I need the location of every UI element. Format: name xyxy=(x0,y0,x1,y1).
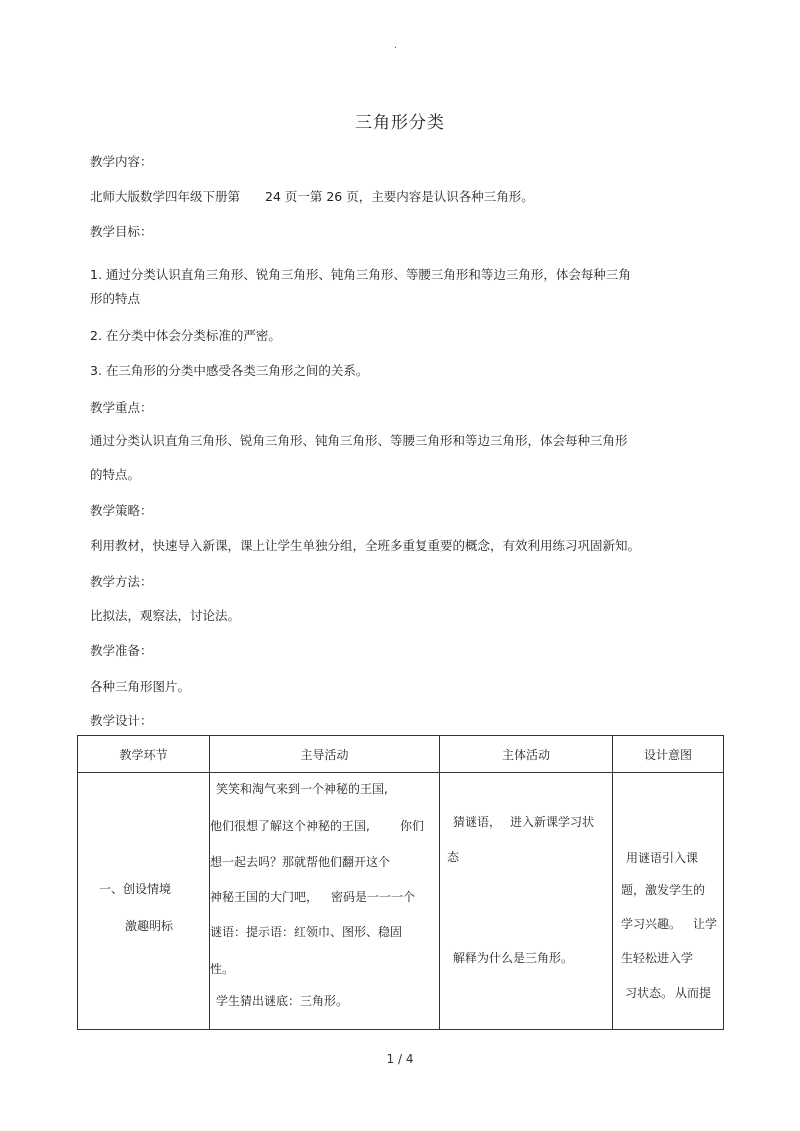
intent-line-2: 题，激发学生的 xyxy=(621,883,706,897)
key-label: 教学重点： xyxy=(90,400,153,415)
header-design-intent: 设计意图 xyxy=(613,736,724,773)
method-label: 教学方法： xyxy=(90,574,153,589)
strategy-text: 利用教材，快速导入新课，课上让学生单独分组，全班多重复重要的概念，有效利用练习巩固新知。 xyxy=(90,538,641,553)
header-student-activity: 主体活动 xyxy=(440,736,613,773)
lead-line-2a: 他们很想了解这个神秘的王国, xyxy=(210,819,370,833)
header-lead-activity: 主导活动 xyxy=(210,736,440,773)
page-number: 1 / 4 xyxy=(386,1052,414,1066)
lead-line-1: 笑笑和淘气来到一个神秘的王国, xyxy=(216,782,388,796)
intent-line-3a: 学习兴趣。 xyxy=(621,917,682,931)
student-line-1b: 进入新课学习状 xyxy=(510,815,595,829)
header-stage: 教学环节 xyxy=(78,736,210,773)
content-text-a: 北师大版数学四年级下册第 xyxy=(90,189,241,204)
intent-line-5a: 习状态。 xyxy=(625,986,674,1000)
goal-3: 3. 在三角形的分类中感受各类三角形之间的关系。 xyxy=(90,363,369,378)
cell-student-activity xyxy=(440,773,613,1030)
content-label: 教学内容： xyxy=(90,154,153,169)
prep-label: 教学准备： xyxy=(90,643,153,658)
page-title: 三角形分类 xyxy=(355,113,445,133)
header-mark: . xyxy=(394,40,398,51)
student-line-3: 解释为什么是三角形。 xyxy=(453,951,574,965)
intent-line-4: 生轻松进入学 xyxy=(621,951,694,965)
lead-line-4b: 密码是一一一个 xyxy=(331,890,416,904)
lead-line-2b: 你们 xyxy=(400,819,425,833)
cell-design-intent xyxy=(613,773,724,1030)
cell-stage xyxy=(78,773,210,1030)
intent-line-1: 用谜语引入课 xyxy=(626,851,699,865)
stage-line-1: 一、创设情境 xyxy=(99,882,172,896)
goal-1-line-1: 1. 通过分类认识直角三角形、锐角三角形、钝角三角形、等腰三角形和等边三角形，体会每种三角 xyxy=(90,267,631,282)
goals-label: 教学目标： xyxy=(90,224,153,239)
intent-line-5b: 从而提 xyxy=(675,986,712,1000)
lead-line-7: 学生猜出谜底：三角形。 xyxy=(216,994,349,1008)
goal-2: 2. 在分类中体会分类标准的严密。 xyxy=(90,328,281,343)
lead-line-3: 想一起去吗？那就帮他们翻开这个 xyxy=(210,855,391,869)
content-text-b: 24 页一第 26 页，主要内容是认识各种三角形。 xyxy=(265,189,534,204)
key-line-2: 的特点。 xyxy=(90,467,141,482)
cell-lead-activity xyxy=(210,773,440,1030)
goal-1-line-2: 形的特点 xyxy=(90,291,141,306)
strategy-label: 教学策略： xyxy=(90,503,153,518)
prep-text: 各种三角形图片。 xyxy=(90,679,191,694)
stage-line-2: 激趣明标 xyxy=(125,919,174,933)
teaching-design-table xyxy=(77,735,724,1030)
key-line-1: 通过分类认识直角三角形、锐角三角形、钝角三角形、等腰三角形和等边三角形，体会每种三角形 xyxy=(90,433,628,448)
table-row xyxy=(78,773,724,1030)
table-header-row xyxy=(78,736,724,773)
lead-line-4a: 神秘王国的大门吧， xyxy=(210,890,319,904)
intent-line-3b: 让学 xyxy=(693,917,718,931)
design-label: 教学设计： xyxy=(90,713,153,728)
lead-line-6: 性。 xyxy=(210,962,235,976)
lead-line-5: 谜语：提示语：红领巾、图形、稳固 xyxy=(210,925,403,939)
student-line-1a: 猜谜语， xyxy=(453,815,502,829)
method-text: 比拟法，观察法，讨论法。 xyxy=(90,608,241,623)
student-line-2: 态 xyxy=(447,850,460,864)
